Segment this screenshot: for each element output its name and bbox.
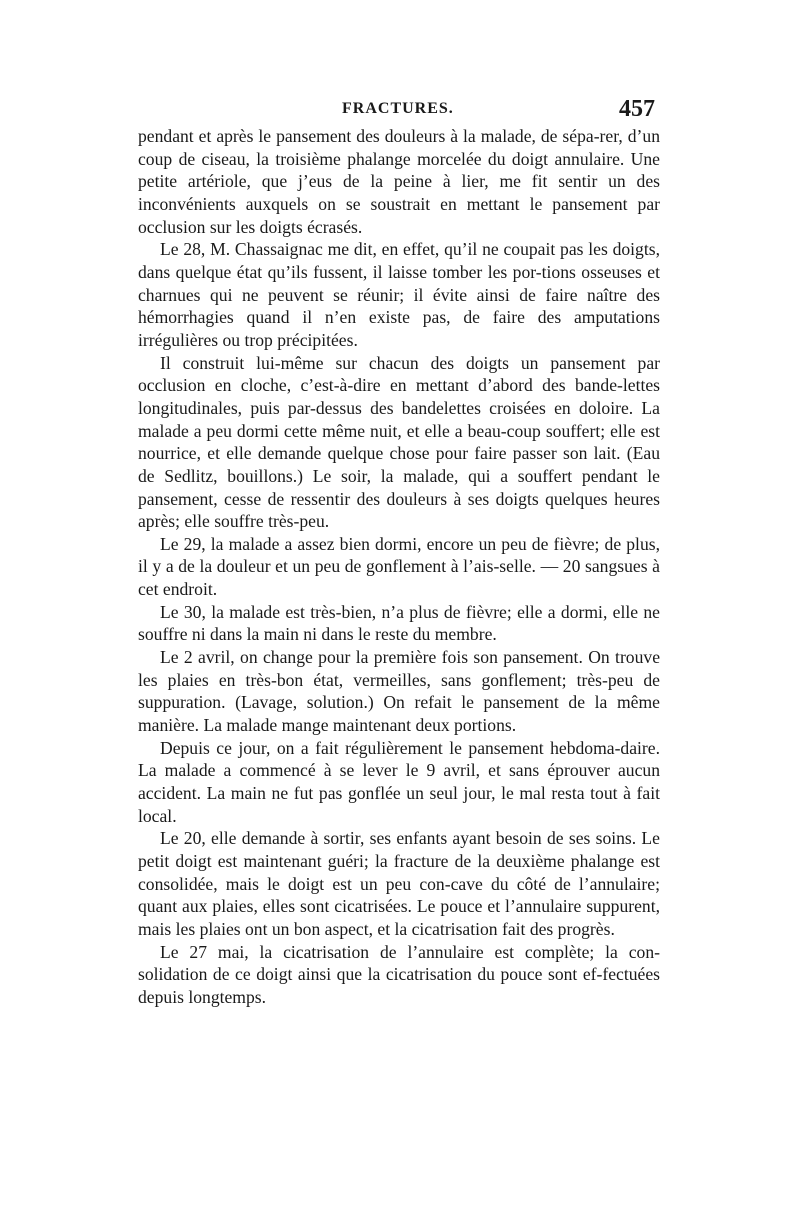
paragraph: Le 2 avril, on change pour la première fois son pansement. On trouve les plaies en très-bon état, vermeilles, sans gonflement; très-peu de suppuration. (Lavage, solution.) On refait le pansement de la même manière. La malade mange maintenant deux portions. (138, 647, 660, 736)
paragraph: Le 27 mai, la cicatrisation de l’annulaire est complète; la con-solidation de ce doigt ainsi que la cicatrisation du pouce sont ef-fectuées depuis longtemps. (138, 941, 660, 1007)
paragraph: Le 20, elle demande à sortir, ses enfants ayant besoin de ses soins. Le petit doigt est maintenant guéri; la fracture de la deuxième phalange est consolidée, mais le doigt est un peu con-cave du côté de l’annulaire; quant aux plaies, elles sont cicatrisées. Le pouce et l’annulaire suppurent, mais les plaies ont un bon aspect, et la cicatrisation fait des progrès. (138, 828, 660, 939)
running-title: FRACTURES. (342, 100, 454, 117)
paragraph: Le 28, M. Chassaignac me dit, en effet, qu’il ne coupait pas les doigts, dans quelque état qu’ils fussent, il laisse tomber les por-tions osseuses et charnues qui ne peuvent se réunir; il évite ainsi de faire naître des hémorrhagies quand il n’en existe pas, de faire des amputations irrégulières ou trop précipitées. (138, 239, 660, 350)
running-head (137, 98, 657, 124)
paragraph: Le 30, la malade est très-bien, n’a plus de fièvre; elle a dormi, elle ne souffre ni dans la main ni dans le reste du membre. (138, 601, 660, 645)
paragraph: Il construit lui-même sur chacun des doigts un pansement par occlusion en cloche, c’est-à-dire en mettant d’abord des bande-lettes longitudinales, puis par-dessus des bandelettes croisées en doloire. La malade a peu dormi cette même nuit, et elle a beau-coup souffert; elle est nourrice, et elle demande quelque chose pour faire passer son lait. (Eau de Sedlitz, bouillons.) Le soir, la malade, qui a souffert pendant le pansement, cesse de ressentir des douleurs à ses doigts quelques heures après; elle souffre très-peu. (138, 352, 660, 532)
paragraph: Depuis ce jour, on a fait régulièrement le pansement hebdoma-daire. La malade a commencé à se lever le 9 avril, et sans éprouver aucun accident. La main ne fut pas gonflée un seul jour, le mal resta tout à fait local. (138, 737, 660, 826)
paragraph: pendant et après le pansement des douleurs à la malade, de sépa-rer, d’un coup de ciseau, la troisième phalange morcelée du doigt annulaire. Une petite artériole, que j’eus de la peine à lier, me fit sentir un des inconvénients auxquels on se soustrait en mettant le pansement par occlusion sur les doigts écrasés. (138, 126, 660, 237)
page-number: 457 (619, 96, 655, 122)
paragraph: Le 29, la malade a assez bien dormi, encore un peu de fièvre; de plus, il y a de la douleur et un peu de gonflement à l’ais-selle. — 20 sangsues à cet endroit. (138, 533, 660, 600)
body-text (138, 125, 660, 1009)
